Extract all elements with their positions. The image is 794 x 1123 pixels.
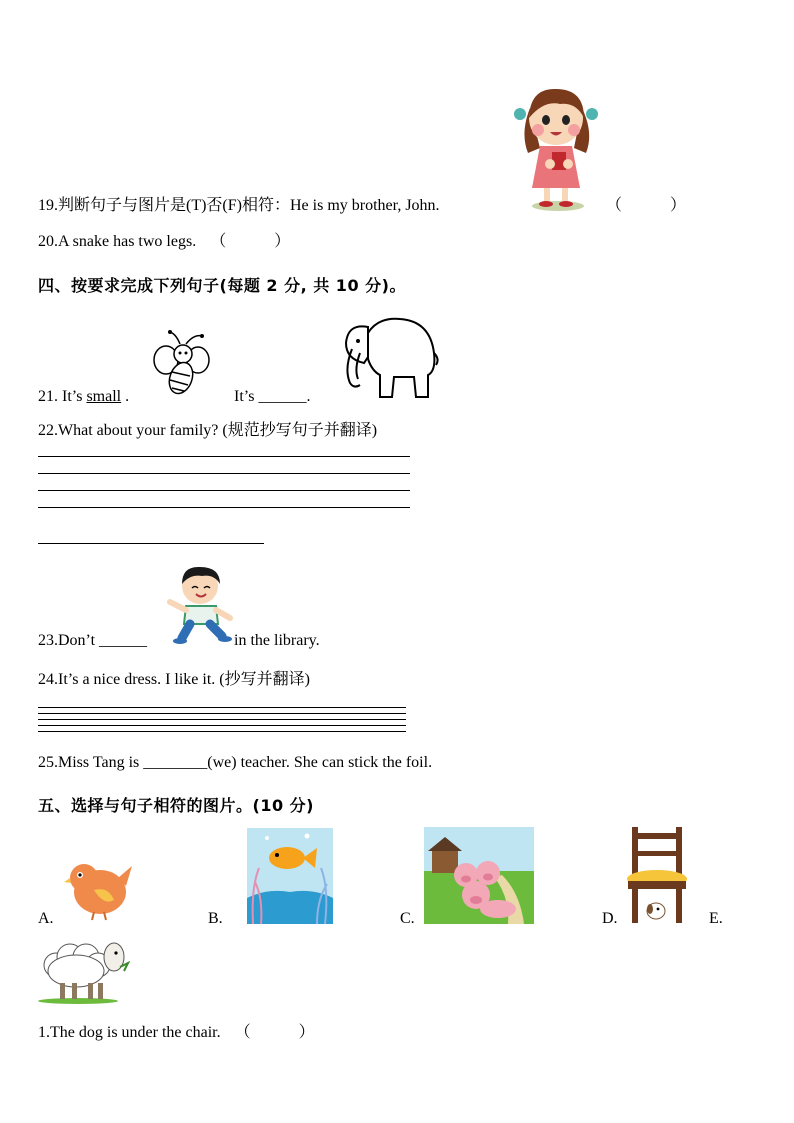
option-d-label: D. <box>602 910 618 927</box>
chair-with-dog-illustration[interactable] <box>624 825 690 925</box>
sheep-illustration[interactable] <box>36 935 130 1005</box>
option-b-label: B. <box>208 910 223 927</box>
writing-line-22-3[interactable] <box>38 490 410 491</box>
question-21-second[interactable]: It’s ______. <box>234 388 311 405</box>
running-boy-illustration <box>166 562 234 646</box>
question-23-suffix: in the library. <box>234 632 320 649</box>
question-20 <box>38 232 290 252</box>
question-1 <box>38 1023 315 1043</box>
bird-illustration[interactable] <box>64 856 134 922</box>
writing-line-22-2[interactable] <box>38 473 410 474</box>
writing-line-24-3[interactable] <box>38 719 406 720</box>
section-4-title: 四、按要求完成下列句子(每题 2 分, 共 10 分)。 <box>38 276 406 295</box>
writing-line-22-5[interactable] <box>38 543 264 544</box>
option-a-label: A. <box>38 910 54 927</box>
writing-line-24-1[interactable] <box>38 707 406 708</box>
question-19 <box>38 196 440 216</box>
writing-line-24-2[interactable] <box>38 713 406 714</box>
answer-paren-20[interactable]: （ ） <box>210 233 291 250</box>
elephant-illustration <box>338 313 440 401</box>
question-21-underlined: small <box>86 388 122 405</box>
option-c-label: C. <box>400 910 415 927</box>
writing-line-24-5[interactable] <box>38 731 406 732</box>
girl-reading-illustration <box>510 78 602 214</box>
writing-line-22-1[interactable] <box>38 456 410 457</box>
question-20-text: 20.A snake has two legs. <box>38 233 197 250</box>
option-e-label: E. <box>709 910 723 927</box>
section-5-title: 五、选择与句子相符的图片。(10 分) <box>38 796 314 815</box>
writing-line-24-4[interactable] <box>38 725 406 726</box>
question-21-prefix: 21. It’s <box>38 388 87 405</box>
fish-illustration[interactable] <box>247 828 333 924</box>
bee-illustration <box>150 330 212 398</box>
writing-line-22-4[interactable] <box>38 507 410 508</box>
question-22: 22.What about your family? (规范抄写句子并翻译) <box>38 422 378 439</box>
answer-paren-19[interactable]: （ ） <box>606 197 687 214</box>
question-24: 24.It’s a nice dress. I like it. (抄写并翻译) <box>38 671 310 688</box>
question-23[interactable]: 23.Don’t ______ <box>38 632 148 649</box>
three-pigs-illustration[interactable] <box>424 827 534 924</box>
question-19-text: 19.判断句子与图片是(T)否(F)相符：He is my brother, John. <box>38 197 440 214</box>
question-21 <box>38 387 129 407</box>
question-1-text: 1.The dog is under the chair. <box>38 1024 221 1041</box>
question-25[interactable]: 25.Miss Tang is ________(we) teacher. She can stick the foil. <box>38 754 433 771</box>
question-21-suffix: . <box>121 388 130 405</box>
answer-paren-1[interactable]: （ ） <box>234 1024 315 1041</box>
